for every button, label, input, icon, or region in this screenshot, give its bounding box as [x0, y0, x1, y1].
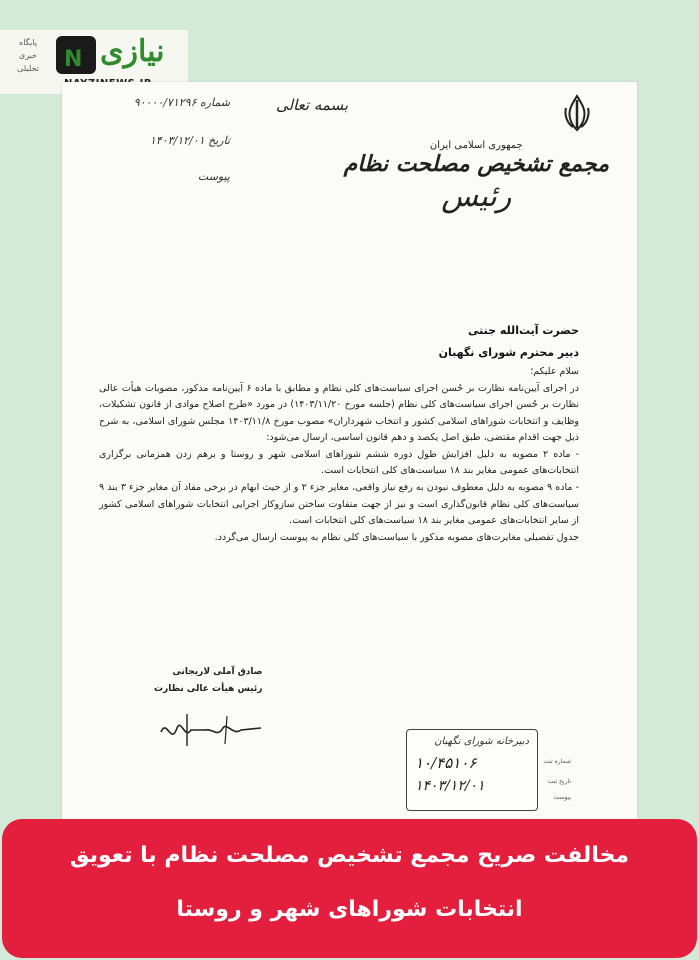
letter-attachment	[80, 170, 230, 183]
recipient-block	[439, 320, 579, 364]
stamp-label: تاریخ ثبت	[547, 778, 571, 785]
org-name: مجمع تشخیص مصلحت نظام	[343, 151, 609, 177]
recipient-name: حضرت آیت‌الله جنتی	[468, 324, 579, 337]
logo-subtitle-line: تحلیلی	[17, 64, 39, 73]
letter-number	[80, 96, 230, 109]
letter-greeting: سلام علیکم؛	[530, 366, 579, 377]
org-country: جمهوری اسلامی ایران	[429, 140, 523, 151]
signer-title: رئیس هیأت عالی نظارت	[154, 684, 263, 694]
letter-paragraph: جدول تفصیلی مغایرت‌های مصوبه مذکور با سیاست‌های کلی نظام به پیوست ارسال می‌گردد.	[214, 532, 579, 544]
organization-header	[344, 140, 609, 214]
headline-line: مخالفت صریح مجمع تشخیص مصلحت نظام با تعویق	[69, 843, 630, 868]
letter-paragraph: - ماده ۹ مصوبه به دلیل معطوف نبودن به رفع نیاز واقعی، مغایر جزء ۲ و از حیث ابهام در برخی مفاد آن مغایر جزء ۳ بند ۹ سیاست‌های کلی نظام قانون‌گذاری است و نیز از جهت متفاوت ساختن سازوکار اجرایی انتخابات شوراهای اسلامی کشور از سایر انتخابات‌های عمومی مغایر بند ۱۸ سیاست‌های کلی انتخابات است.	[99, 482, 579, 526]
handwritten-signature	[157, 710, 267, 750]
org-title: رئیس	[441, 179, 512, 214]
stamp-title: دبیرخانه شورای نگهبان	[434, 736, 529, 747]
letter-paragraph: در اجرای آیین‌نامه نظارت بر حُسن اجرای سیاست‌های کلی نظام و مطابق با ماده ۶ آیین‌نامه مذکور، مصوبات هیأت عالی نظارت بر حُسن اجرای سیاست‌های کلی نظام (جلسه مورخ ۱۴۰۳/۱۱/۲۰) در مورد «طرح اصلاح موادی از قانون تشکیلات، وظایف و انتخابات شوراهای اسلامی کشور و انتخاب شهرداران» مصوب مورخ ۱۴۰۳/۱۱/۸ مجلس شورای اسلامی، به شرح ذیل جهت اقدام مقتضی، طبق اصل یکصد و دهم قانون اساسی، ارسال می‌شود:	[99, 383, 579, 443]
letter-number-value: ۹۰۰۰۰/۷۱۲۹۶	[133, 96, 197, 109]
logo-wordmark: نیازی	[100, 34, 165, 69]
letter-number-label: شماره	[199, 96, 230, 109]
logo-subtitle-line: پایگاه	[19, 38, 37, 47]
signer-name: صادق آملی لاریجانی	[172, 667, 263, 677]
letter-date-label: تاریخ	[208, 134, 230, 147]
letter-date-value: ۱۴۰۳/۱۲/۰۱	[149, 134, 205, 147]
headline-banner	[2, 819, 697, 958]
basmala: بسمه تعالی	[276, 96, 349, 114]
recipient-title: دبیر محترم شورای نگهبان	[438, 346, 579, 359]
stamp-number: ۱۰/۴۵۱۰۶	[415, 754, 477, 772]
headline-line: انتخابات شوراهای شهر و روستا	[176, 897, 523, 922]
stamp-date: ۱۴۰۳/۱۲/۰۱	[415, 778, 485, 794]
stamp-label: پیوست	[553, 794, 571, 801]
letter-body	[99, 364, 579, 547]
logo-subtitle	[8, 36, 48, 75]
letter-attachment-label: پیوست	[197, 170, 230, 183]
news-icon	[56, 36, 96, 74]
letter-paragraph: - ماده ۲ مصوبه به دلیل افزایش طول دوره ششم شوراهای اسلامی شهر و روستا و برهم زدن همزمانی برگزاری انتخابات‌های عمومی مغایر بند ۱۸ سیاست‌های کلی انتخابات است.	[99, 449, 579, 477]
letter-date	[80, 134, 230, 147]
logo-subtitle-line: خبری	[18, 51, 38, 60]
letter-paper	[62, 82, 637, 820]
svg-text:N: N	[64, 47, 83, 72]
stamp-label: شماره ثبت	[543, 758, 571, 765]
signer-block	[154, 664, 262, 698]
iran-emblem-icon	[562, 94, 592, 132]
received-stamp	[406, 729, 571, 811]
